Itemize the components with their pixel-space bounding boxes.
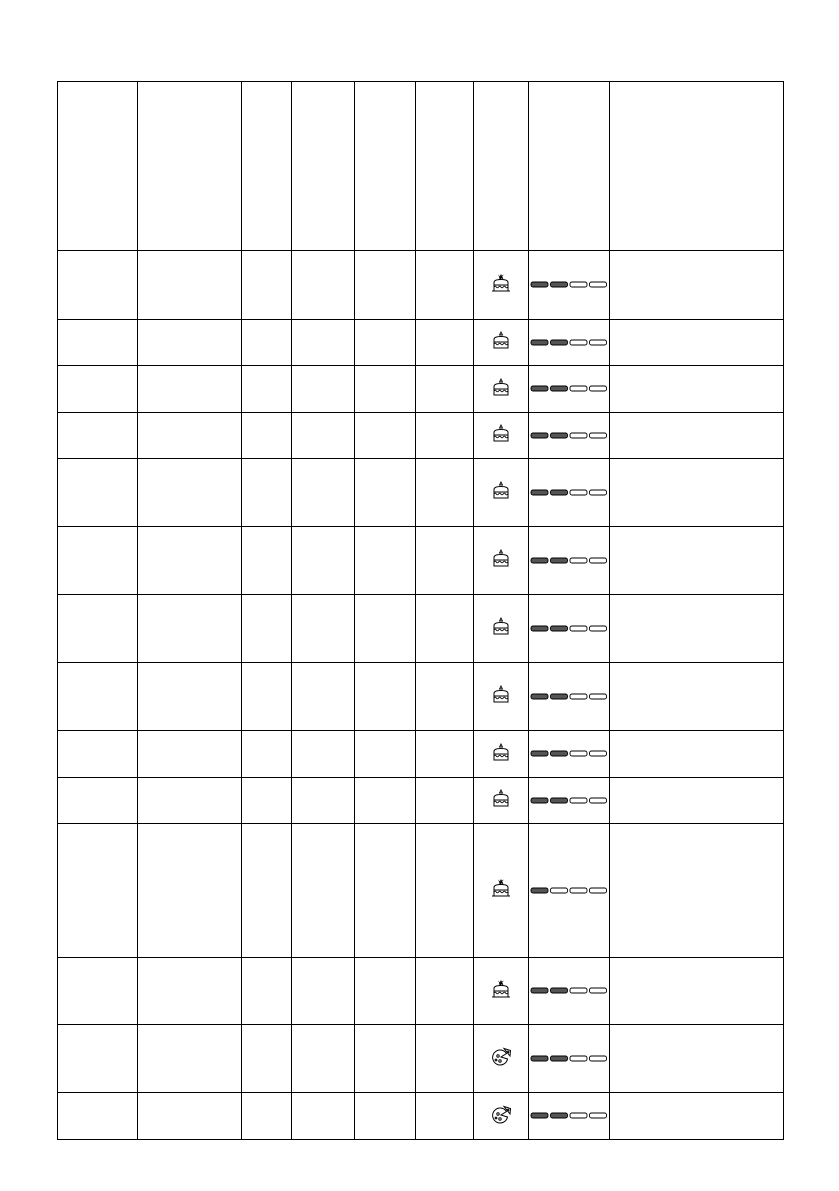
level-bar-empty bbox=[570, 751, 587, 756]
shelf-level-cell bbox=[529, 958, 610, 1025]
shelf-level-cell bbox=[529, 251, 610, 320]
table-row bbox=[58, 824, 784, 958]
level-bar-empty bbox=[590, 558, 607, 563]
table-cell bbox=[58, 366, 138, 413]
level-bar-filled bbox=[551, 386, 568, 391]
level-bar-filled bbox=[531, 282, 548, 287]
table-cell bbox=[610, 824, 784, 958]
shelf-level-cell bbox=[529, 731, 610, 778]
table-cell bbox=[292, 663, 355, 731]
shelf-level-cell bbox=[529, 824, 610, 958]
table-cell bbox=[355, 527, 416, 595]
shelf-level-cell bbox=[529, 366, 610, 413]
table-row bbox=[58, 366, 784, 413]
cake-icon bbox=[490, 742, 512, 762]
table-cell bbox=[138, 1093, 242, 1140]
header-cell bbox=[242, 82, 292, 251]
function-icon-cell bbox=[474, 595, 529, 663]
table-cell bbox=[292, 778, 355, 824]
shelf-level-indicator bbox=[530, 624, 608, 633]
level-bar-filled bbox=[531, 490, 548, 495]
table-cell bbox=[416, 595, 474, 663]
table-cell bbox=[355, 824, 416, 958]
table-cell bbox=[292, 1025, 355, 1093]
table-row bbox=[58, 459, 784, 527]
cake-icon bbox=[490, 423, 512, 443]
level-bar-empty bbox=[590, 988, 607, 993]
table-cell bbox=[242, 1025, 292, 1093]
function-icon-cell bbox=[474, 824, 529, 958]
shelf-level-indicator bbox=[530, 431, 608, 440]
level-bar-empty bbox=[570, 1056, 587, 1061]
cake-icon bbox=[490, 788, 512, 808]
level-bar-empty bbox=[590, 751, 607, 756]
level-bar-empty bbox=[570, 694, 587, 699]
table-cell bbox=[292, 459, 355, 527]
header-cell bbox=[416, 82, 474, 251]
table-cell bbox=[58, 595, 138, 663]
table-row bbox=[58, 527, 784, 595]
table-cell bbox=[355, 459, 416, 527]
table-cell bbox=[242, 824, 292, 958]
header-cell bbox=[292, 82, 355, 251]
table-cell bbox=[610, 366, 784, 413]
table-cell bbox=[58, 824, 138, 958]
function-icon-cell bbox=[474, 731, 529, 778]
table-cell bbox=[416, 824, 474, 958]
cake-icon bbox=[490, 548, 512, 568]
table-cell bbox=[416, 663, 474, 731]
function-icon-cell bbox=[474, 958, 529, 1025]
table-cell bbox=[610, 1025, 784, 1093]
table-cell bbox=[58, 778, 138, 824]
table-row bbox=[58, 1025, 784, 1093]
table-cell bbox=[610, 663, 784, 731]
table-cell bbox=[416, 527, 474, 595]
table-cell bbox=[355, 1093, 416, 1140]
fan-cake-icon bbox=[490, 878, 512, 898]
fan-cake-icon bbox=[490, 979, 512, 999]
table-body bbox=[58, 82, 784, 1140]
table-cell bbox=[416, 366, 474, 413]
level-bar-filled bbox=[531, 1113, 548, 1118]
table-cell bbox=[242, 320, 292, 366]
level-bar-filled bbox=[531, 888, 548, 893]
table-cell bbox=[242, 731, 292, 778]
shelf-level-indicator bbox=[530, 556, 608, 565]
table-cell bbox=[138, 663, 242, 731]
function-icon-cell bbox=[474, 663, 529, 731]
function-icon-cell bbox=[474, 527, 529, 595]
header-cell bbox=[138, 82, 242, 251]
table-cell bbox=[242, 778, 292, 824]
level-bar-filled bbox=[531, 1056, 548, 1061]
table-header-row bbox=[58, 82, 784, 251]
table-cell bbox=[416, 413, 474, 459]
level-bar-filled bbox=[551, 558, 568, 563]
table-cell bbox=[292, 413, 355, 459]
level-bar-empty bbox=[590, 282, 607, 287]
shelf-level-indicator bbox=[530, 796, 608, 805]
cake-icon bbox=[490, 330, 512, 350]
shelf-level-cell bbox=[529, 1025, 610, 1093]
level-bar-empty bbox=[590, 1056, 607, 1061]
table-cell bbox=[242, 663, 292, 731]
level-bar-filled bbox=[551, 626, 568, 631]
function-icon-cell bbox=[474, 459, 529, 527]
table-cell bbox=[138, 1025, 242, 1093]
header-cell bbox=[58, 82, 138, 251]
table-cell bbox=[138, 459, 242, 527]
table-row bbox=[58, 731, 784, 778]
function-icon-cell bbox=[474, 366, 529, 413]
table-row bbox=[58, 251, 784, 320]
level-bar-empty bbox=[590, 340, 607, 345]
table-cell bbox=[610, 778, 784, 824]
shelf-level-cell bbox=[529, 527, 610, 595]
level-bar-empty bbox=[570, 282, 587, 287]
level-bar-empty bbox=[570, 558, 587, 563]
table-cell bbox=[242, 366, 292, 413]
table-cell bbox=[292, 731, 355, 778]
cake-icon bbox=[490, 480, 512, 500]
shelf-level-indicator bbox=[530, 280, 608, 289]
level-bar-empty bbox=[590, 1113, 607, 1118]
table-cell bbox=[416, 958, 474, 1025]
level-bar-empty bbox=[551, 888, 568, 893]
table-cell bbox=[292, 595, 355, 663]
level-bar-filled bbox=[551, 1113, 568, 1118]
level-bar-empty bbox=[590, 798, 607, 803]
table-cell bbox=[416, 1025, 474, 1093]
table-cell bbox=[138, 778, 242, 824]
header-cell bbox=[355, 82, 416, 251]
level-bar-filled bbox=[551, 751, 568, 756]
table-cell bbox=[610, 731, 784, 778]
table-cell bbox=[58, 527, 138, 595]
cake-icon bbox=[490, 684, 512, 704]
table-cell bbox=[416, 731, 474, 778]
table-cell bbox=[242, 413, 292, 459]
table-cell bbox=[292, 366, 355, 413]
table-cell bbox=[58, 320, 138, 366]
level-bar-filled bbox=[531, 433, 548, 438]
shelf-level-cell bbox=[529, 778, 610, 824]
table-cell bbox=[355, 1025, 416, 1093]
pizza-icon bbox=[490, 1104, 512, 1124]
level-bar-filled bbox=[551, 798, 568, 803]
shelf-level-cell bbox=[529, 1093, 610, 1140]
table-row bbox=[58, 320, 784, 366]
level-bar-empty bbox=[590, 386, 607, 391]
table-cell bbox=[610, 413, 784, 459]
level-bar-filled bbox=[551, 1056, 568, 1061]
table-cell bbox=[138, 824, 242, 958]
table-cell bbox=[242, 958, 292, 1025]
function-icon-cell bbox=[474, 413, 529, 459]
table-cell bbox=[416, 778, 474, 824]
table-cell bbox=[292, 958, 355, 1025]
shelf-level-cell bbox=[529, 413, 610, 459]
level-bar-filled bbox=[531, 558, 548, 563]
header-cell bbox=[610, 82, 784, 251]
table-cell bbox=[292, 1093, 355, 1140]
level-bar-filled bbox=[531, 340, 548, 345]
table-cell bbox=[355, 413, 416, 459]
table-cell bbox=[58, 731, 138, 778]
level-bar-empty bbox=[570, 888, 587, 893]
shelf-level-indicator bbox=[530, 1054, 608, 1063]
level-bar-filled bbox=[551, 433, 568, 438]
table-cell bbox=[138, 320, 242, 366]
table-cell bbox=[610, 459, 784, 527]
level-bar-empty bbox=[570, 386, 587, 391]
level-bar-filled bbox=[531, 751, 548, 756]
header-cell bbox=[529, 82, 610, 251]
level-bar-filled bbox=[531, 386, 548, 391]
shelf-level-cell bbox=[529, 663, 610, 731]
level-bar-filled bbox=[551, 282, 568, 287]
shelf-level-cell bbox=[529, 459, 610, 527]
table-cell bbox=[355, 778, 416, 824]
table-cell bbox=[58, 958, 138, 1025]
table-row bbox=[58, 958, 784, 1025]
shelf-level-indicator bbox=[530, 384, 608, 393]
level-bar-filled bbox=[531, 626, 548, 631]
table-cell bbox=[355, 320, 416, 366]
table-cell bbox=[58, 251, 138, 320]
level-bar-empty bbox=[570, 1113, 587, 1118]
level-bar-empty bbox=[590, 626, 607, 631]
table-cell bbox=[242, 1093, 292, 1140]
shelf-level-indicator bbox=[530, 692, 608, 701]
pizza-icon bbox=[490, 1046, 512, 1066]
table-row bbox=[58, 595, 784, 663]
table-cell bbox=[138, 958, 242, 1025]
table-cell bbox=[58, 663, 138, 731]
cake-icon bbox=[490, 616, 512, 636]
table-cell bbox=[58, 459, 138, 527]
shelf-level-indicator bbox=[530, 986, 608, 995]
table-cell bbox=[138, 366, 242, 413]
table-cell bbox=[242, 595, 292, 663]
table-row bbox=[58, 1093, 784, 1140]
table-row bbox=[58, 778, 784, 824]
table-cell bbox=[58, 1093, 138, 1140]
table-cell bbox=[416, 459, 474, 527]
table-cell bbox=[610, 595, 784, 663]
function-icon-cell bbox=[474, 320, 529, 366]
table-cell bbox=[138, 251, 242, 320]
table-row bbox=[58, 663, 784, 731]
table-cell bbox=[610, 251, 784, 320]
level-bar-empty bbox=[570, 626, 587, 631]
table-cell bbox=[355, 366, 416, 413]
table-cell bbox=[242, 459, 292, 527]
fan-cake-icon bbox=[490, 273, 512, 293]
shelf-level-indicator bbox=[530, 886, 608, 895]
table-cell bbox=[355, 731, 416, 778]
table-row bbox=[58, 413, 784, 459]
table-cell bbox=[416, 320, 474, 366]
table-cell bbox=[610, 527, 784, 595]
shelf-level-cell bbox=[529, 320, 610, 366]
function-icon-cell bbox=[474, 1093, 529, 1140]
level-bar-empty bbox=[590, 888, 607, 893]
table-cell bbox=[138, 413, 242, 459]
level-bar-filled bbox=[551, 694, 568, 699]
table-cell bbox=[292, 824, 355, 958]
level-bar-empty bbox=[570, 433, 587, 438]
shelf-level-indicator bbox=[530, 749, 608, 758]
table-cell bbox=[355, 663, 416, 731]
level-bar-filled bbox=[551, 490, 568, 495]
level-bar-filled bbox=[531, 694, 548, 699]
table-cell bbox=[292, 320, 355, 366]
level-bar-empty bbox=[570, 490, 587, 495]
level-bar-empty bbox=[570, 798, 587, 803]
level-bar-empty bbox=[570, 340, 587, 345]
table-cell bbox=[138, 731, 242, 778]
table-cell bbox=[610, 320, 784, 366]
shelf-level-indicator bbox=[530, 338, 608, 347]
level-bar-empty bbox=[570, 988, 587, 993]
table-cell bbox=[292, 251, 355, 320]
function-icon-cell bbox=[474, 778, 529, 824]
cake-icon bbox=[490, 377, 512, 397]
function-icon-cell bbox=[474, 1025, 529, 1093]
table-cell bbox=[610, 1093, 784, 1140]
function-icon-cell bbox=[474, 251, 529, 320]
table-cell bbox=[292, 527, 355, 595]
shelf-level-cell bbox=[529, 595, 610, 663]
shelf-level-indicator bbox=[530, 488, 608, 497]
level-bar-empty bbox=[590, 433, 607, 438]
header-cell bbox=[474, 82, 529, 251]
table-cell bbox=[416, 251, 474, 320]
level-bar-empty bbox=[590, 490, 607, 495]
level-bar-filled bbox=[551, 988, 568, 993]
table-cell bbox=[355, 251, 416, 320]
table-cell bbox=[58, 413, 138, 459]
level-bar-filled bbox=[531, 988, 548, 993]
table-cell bbox=[138, 527, 242, 595]
level-bar-filled bbox=[531, 798, 548, 803]
table-cell bbox=[610, 958, 784, 1025]
level-bar-empty bbox=[590, 694, 607, 699]
table-cell bbox=[242, 251, 292, 320]
level-bar-filled bbox=[551, 340, 568, 345]
baking-table bbox=[57, 81, 784, 1140]
shelf-level-indicator bbox=[530, 1111, 608, 1120]
table-cell bbox=[138, 595, 242, 663]
table-cell bbox=[416, 1093, 474, 1140]
table-cell bbox=[355, 958, 416, 1025]
table-cell bbox=[355, 595, 416, 663]
table-cell bbox=[242, 527, 292, 595]
table-cell bbox=[58, 1025, 138, 1093]
